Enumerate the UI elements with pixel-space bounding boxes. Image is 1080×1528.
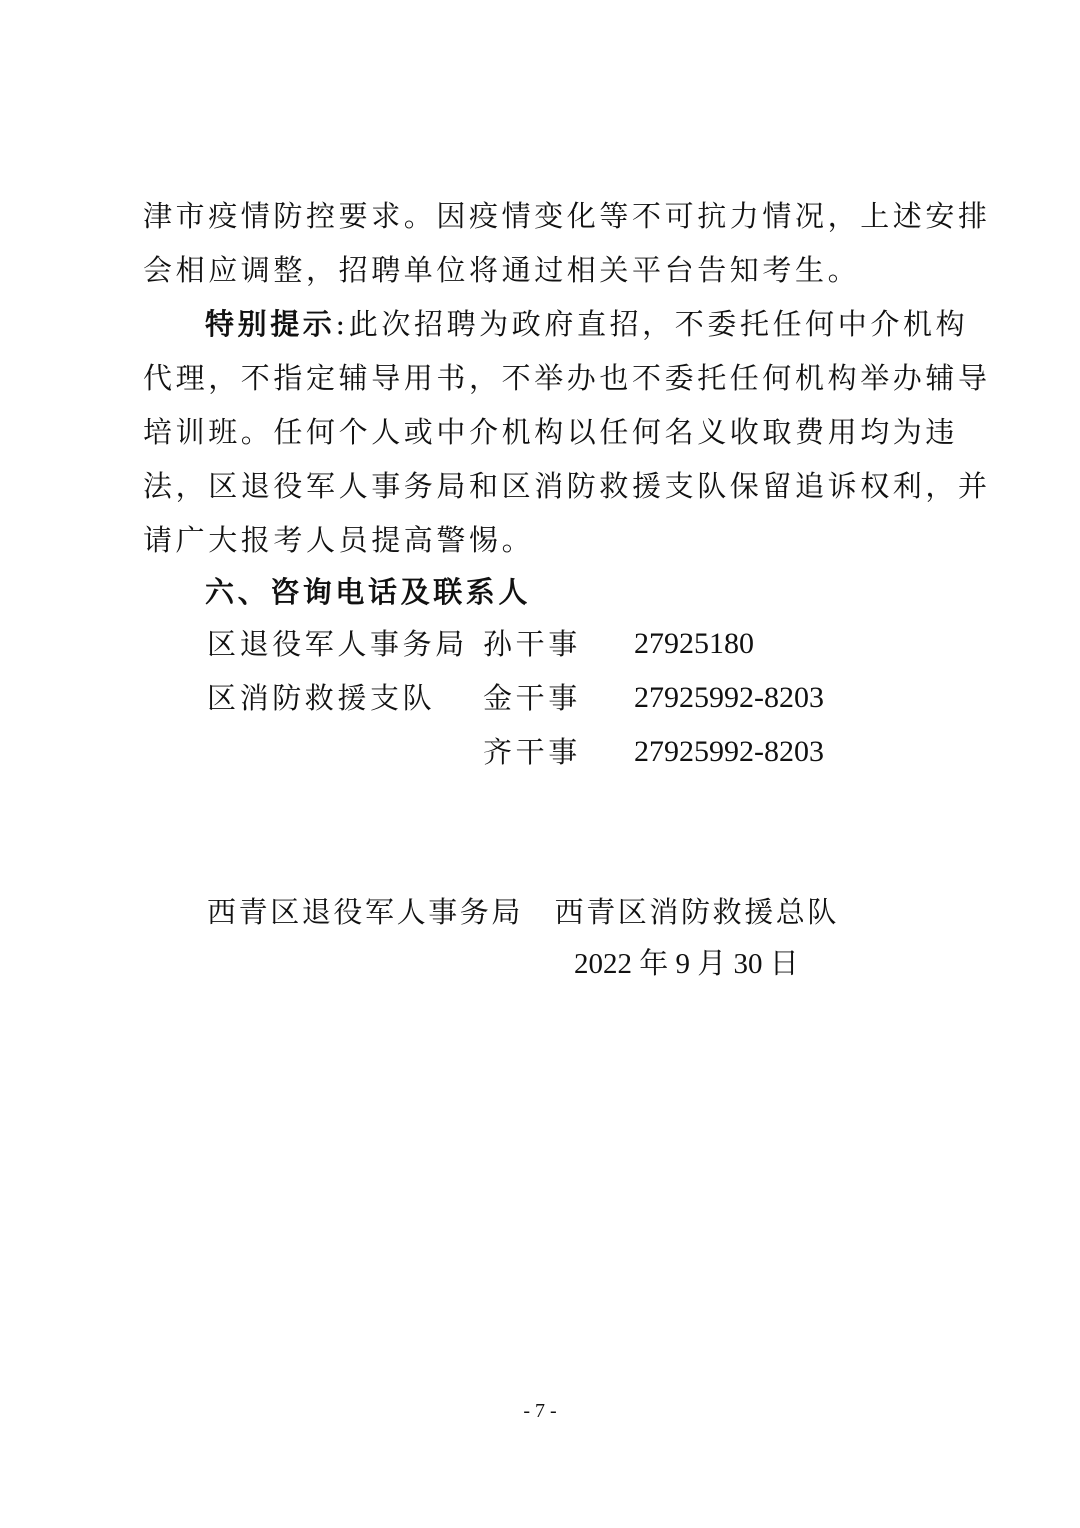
notice-line: 代理，不指定辅导用书，不举办也不委托任何机构举办辅导 [143,361,991,395]
notice-line: 培训班。任何个人或中介机构以任何名义收取费用均为违 [143,415,959,449]
notice-line: 法，区退役军人事务局和区消防救援支队保留追诉权利，并 [143,469,991,503]
signature-orgs: 西青区退役军人事务局 西青区消防救援总队 [207,895,840,929]
contact-org: 区退役军人事务局 [207,627,468,661]
notice-label: 特别提示 [205,307,336,341]
signature-date: 2022 年 9 月 30 日 [574,948,799,980]
notice-line: 请广大报考人员提高警惕。 [143,523,535,557]
contact-person: 齐干事 [483,735,581,769]
contact-phone: 27925180 [634,627,754,660]
notice-line-first [205,304,968,344]
page-number: - 7 - [523,1400,557,1422]
paragraph-line: 津市疫情防控要求。因疫情变化等不可抗力情况，上述安排 [143,199,991,233]
contact-org: 区消防救援支队 [207,681,436,715]
section-heading: 六、咨询电话及联系人 [205,575,532,609]
contact-person: 孙干事 [483,627,581,661]
contact-phone: 27925992-8203 [634,681,824,714]
paragraph-line: 会相应调整，招聘单位将通过相关平台告知考生。 [143,253,861,287]
notice-text: :此次招聘为政府直招，不委托任何中介机构 [335,307,969,341]
contact-phone: 27925992-8203 [634,735,824,768]
contact-person: 金干事 [483,681,581,715]
